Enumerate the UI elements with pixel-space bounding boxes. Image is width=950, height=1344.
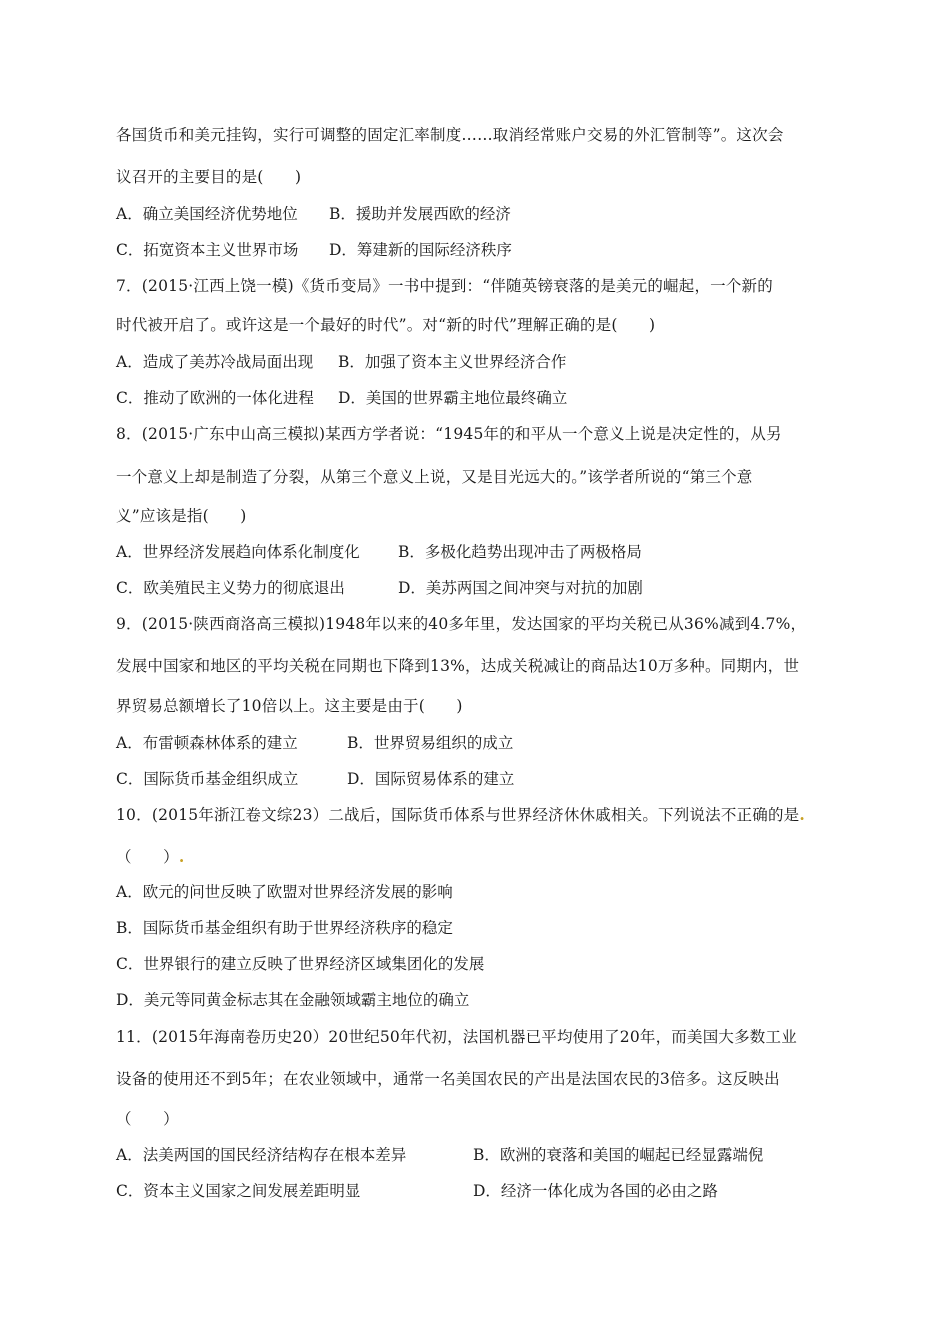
- q7-stem-line-2: 时代被开启了。或许这是一个最好的时代”。对“新的时代”理解正确的是( ): [116, 316, 656, 334]
- q10-option-c: C．世界银行的建立反映了世界经济区域集团化的发展: [116, 955, 485, 973]
- q8-stem-line-1: 8．(2015·广东中山高三模拟)某西方学者说：“1945年的和平从一个意义上说是决定性的，从另: [116, 425, 782, 443]
- q9-stem-line-3: 界贸易总额增长了10倍以上。这主要是由于( ): [116, 697, 463, 715]
- q10-option-b: B．国际货币基金组织有助于世界经济秩序的稳定: [116, 919, 453, 937]
- q10-option-a: A．欧元的问世反映了欧盟对世界经济发展的影响: [116, 883, 453, 901]
- q11-stem-line-1: 11．(2015年海南卷历史20）20世纪50年代初，法国机器已平均使用了20年，而美国大多数工业: [116, 1028, 797, 1046]
- q11-options-row-1: [116, 1145, 764, 1165]
- q11-option-a: A．法美两国的国民经济结构存在根本差异: [116, 1146, 407, 1164]
- q9-options-row-1: [116, 733, 514, 753]
- q7-stem-line-1: 7．(2015·江西上饶一模)《货币变局》一书中提到：“伴随英镑衰落的是美元的崛起，一个新的: [116, 277, 773, 295]
- q9-option-b: B．世界贸易组织的成立: [347, 734, 514, 752]
- q9-stem-line-2: 发展中国家和地区的平均关税在同期也下降到13%，达成关税减让的商品达10万多种。同期内，世: [116, 657, 800, 675]
- q10-answer-blank: （ ）: [116, 848, 179, 866]
- q9-stem-line-1: 9．(2015·陕西商洛高三模拟)1948年以来的40多年里，发达国家的平均关税已从36%减到4.7%，: [116, 615, 807, 633]
- q7-option-b: B．加强了资本主义世界经济合作: [338, 353, 567, 371]
- q7-option-a: A．造成了美苏冷战局面出现: [116, 353, 314, 371]
- q6-options-row-2: [116, 240, 512, 260]
- q6-option-a: A．确立美国经济优势地位: [116, 205, 298, 223]
- q9-option-d: D．国际贸易体系的建立: [347, 770, 515, 788]
- q9-option-c: C．国际货币基金组织成立: [116, 770, 299, 788]
- q11-option-c: C．资本主义国家之间发展差距明显: [116, 1182, 361, 1200]
- q6-option-b: B．援助并发展西欧的经济: [329, 205, 511, 223]
- q8-options-row-2: [116, 578, 643, 598]
- q7-options-row-2: [116, 388, 568, 408]
- q7-option-d: D．美国的世界霸主地位最终确立: [338, 389, 568, 407]
- q11-option-d: D．经济一体化成为各国的必由之路: [473, 1182, 718, 1200]
- q11-stem-line-2: 设备的使用还不到5年；在农业领域中，通常一名美国农民的产出是法国农民的3倍多。这反映出: [116, 1070, 780, 1088]
- q8-option-a: A．世界经济发展趋向体系化制度化: [116, 543, 360, 561]
- q7-options-row-1: [116, 352, 567, 372]
- q6-options-row-1: [116, 204, 511, 224]
- q8-option-d: D．美苏两国之间冲突与对抗的加剧: [398, 579, 643, 597]
- q6-stem-line-1: 各国货币和美元挂钩，实行可调整的固定汇率制度……取消经常账户交易的外汇管制等”。这次会: [116, 126, 784, 144]
- q10-stem-text: 10．(2015年浙江卷文综23）二战后，国际货币体系与世界经济休休戚相关。下列说法不正确的是: [116, 806, 800, 824]
- q11-options-row-2: [116, 1181, 718, 1201]
- q8-options-row-1: [116, 542, 642, 562]
- q8-stem-line-2: 一个意义上却是制造了分裂，从第三个意义上说，又是目光远大的。”该学者所说的“第三个意: [116, 468, 753, 486]
- q10-option-d: D．美元等同黄金标志其在金融领域霸主地位的确立: [116, 991, 470, 1009]
- q6-stem-line-2: 议召开的主要目的是( ): [116, 168, 302, 186]
- q8-stem-line-3: 义”应该是指( ): [116, 507, 247, 525]
- q6-option-d: D．筹建新的国际经济秩序: [329, 241, 512, 259]
- q11-option-b: B．欧洲的衰落和美国的崛起已经显露端倪: [473, 1146, 764, 1164]
- q8-option-c: C．欧美殖民主义势力的彻底退出: [116, 579, 345, 597]
- q10-stem-line-2: [116, 847, 184, 867]
- q9-option-a: A．布雷顿森林体系的建立: [116, 734, 298, 752]
- stray-mark-dot: .: [799, 805, 805, 824]
- q8-option-b: B．多极化趋势出现冲击了两极格局: [398, 543, 642, 561]
- stray-mark-dot: .: [178, 847, 185, 866]
- q9-options-row-2: [116, 769, 515, 789]
- q11-stem-line-3: （ ）: [116, 1110, 179, 1128]
- q6-option-c: C．拓宽资本主义世界市场: [116, 241, 299, 259]
- q7-option-c: C．推动了欧洲的一体化进程: [116, 389, 314, 407]
- q10-stem-line-1: [116, 805, 805, 825]
